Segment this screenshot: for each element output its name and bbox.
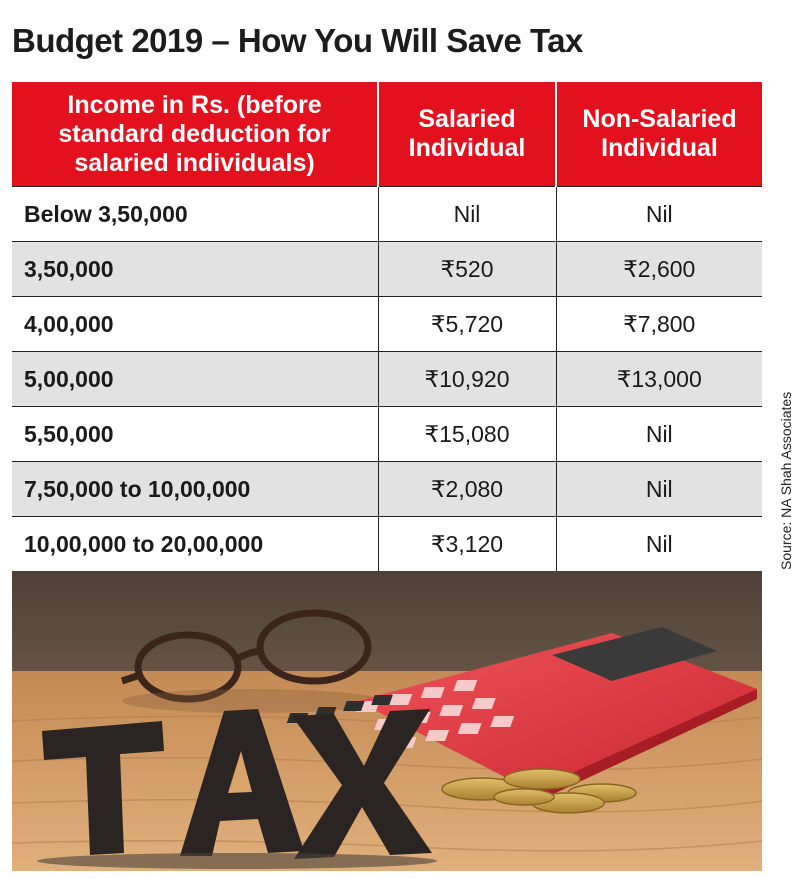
- tax-photo-illustration: [12, 571, 762, 871]
- income-cell: 5,50,000: [12, 407, 378, 462]
- salaried-cell: ₹2,080: [378, 462, 556, 517]
- table-row: [12, 187, 762, 242]
- tax-letters-shadow: [37, 853, 437, 869]
- table-header-row: [12, 82, 762, 187]
- table-row: [12, 517, 762, 572]
- non-salaried-cell: ₹2,600: [556, 242, 762, 297]
- page-title: Budget 2019 – How You Will Save Tax: [12, 22, 583, 59]
- non-salaried-cell: Nil: [556, 517, 762, 572]
- table-row: [12, 352, 762, 407]
- income-cell: 7,50,000 to 10,00,000: [12, 462, 378, 517]
- tax-photo: [12, 571, 762, 871]
- non-salaried-cell: Nil: [556, 462, 762, 517]
- income-cell: 10,00,000 to 20,00,000: [12, 517, 378, 572]
- salaried-cell: ₹3,120: [378, 517, 556, 572]
- income-cell: 3,50,000: [12, 242, 378, 297]
- salaried-cell: ₹520: [378, 242, 556, 297]
- header-income: Income in Rs. (before standard deduction for salaried individuals): [12, 82, 378, 187]
- table-row: [12, 242, 762, 297]
- salaried-cell: ₹10,920: [378, 352, 556, 407]
- non-salaried-cell: Nil: [556, 187, 762, 242]
- tax-savings-table: [12, 82, 762, 572]
- income-cell: 4,00,000: [12, 297, 378, 352]
- non-salaried-cell: ₹7,800: [556, 297, 762, 352]
- table-row: [12, 297, 762, 352]
- income-cell: 5,00,000: [12, 352, 378, 407]
- salaried-cell: ₹5,720: [378, 297, 556, 352]
- salaried-cell: ₹15,080: [378, 407, 556, 462]
- table-row: [12, 407, 762, 462]
- header-salaried: Salaried Individual: [378, 82, 556, 187]
- income-cell: Below 3,50,000: [12, 187, 378, 242]
- header-non-salaried: Non-Salaried Individual: [556, 82, 762, 187]
- non-salaried-cell: Nil: [556, 407, 762, 462]
- non-salaried-cell: ₹13,000: [556, 352, 762, 407]
- salaried-cell: Nil: [378, 187, 556, 242]
- source-credit: Source: NA Shah Associates: [778, 391, 794, 570]
- table-row: [12, 462, 762, 517]
